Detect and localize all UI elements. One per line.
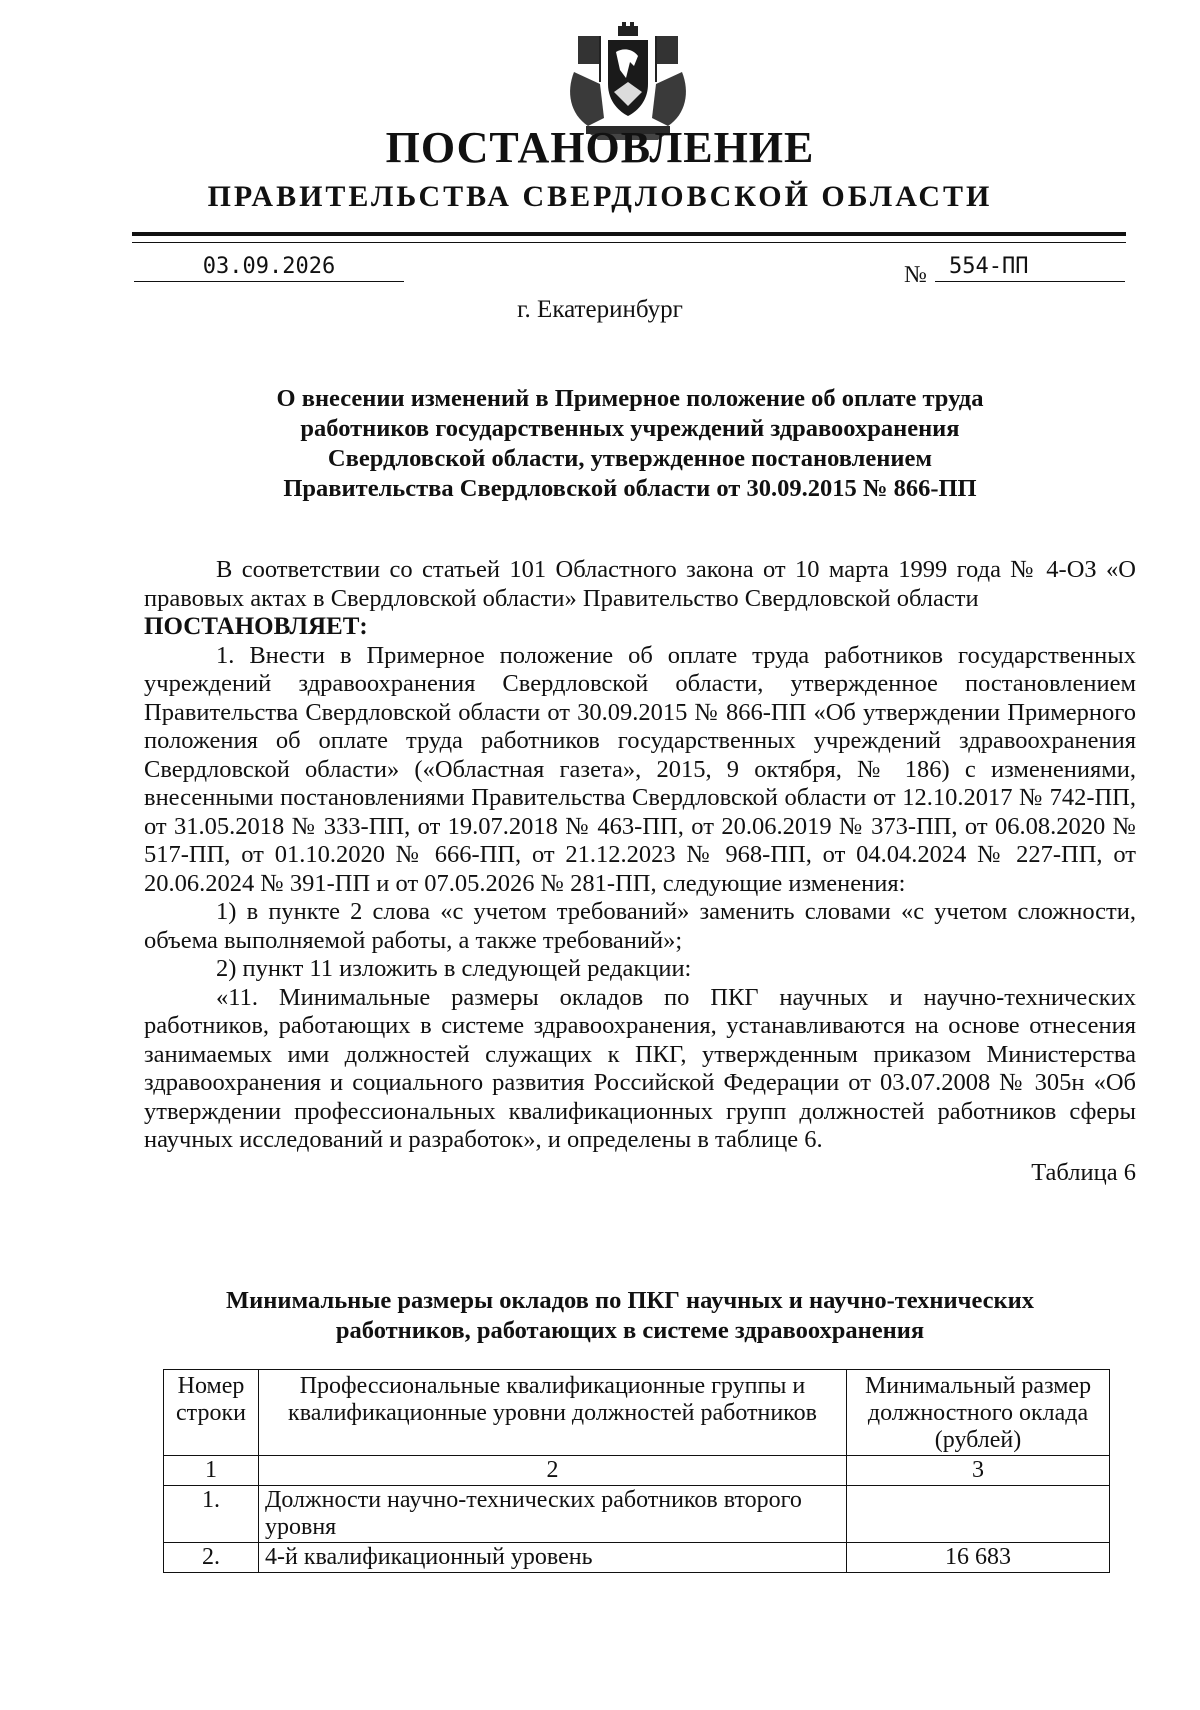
number-sign: № (904, 262, 927, 288)
header-rule-thick (132, 232, 1126, 236)
preamble-paragraph: В соответствии со статьей 101 Областного закона от 10 марта 1999 года № 4-ОЗ «О правовых актах в Свердловской области» Правительство Свердловской области (144, 556, 1136, 612)
salary-cell (847, 1486, 1110, 1543)
column-number: 2 (259, 1456, 847, 1486)
column-number: 1 (164, 1456, 259, 1486)
title-line: работников государственных учреждений здравоохранения (300, 415, 960, 442)
subitem-1-paragraph: 1) в пункте 2 слова «с учетом требований» заменить словами «с учетом сложности, объема выполняемой работы, а также требований»; (144, 898, 1136, 954)
header-row-number: Номер строки (164, 1370, 259, 1456)
item-1-paragraph: 1. Внести в Примерное положение об оплате труда работников государственных учреждений здравоохранения Свердловской области, утвержденное постановлением Правительства Свердловской области от 30.09.2015 № 866-ПП «Об утверждении Примерного положения об оплате труда работников государственных учреждений здравоохранения Свердловской области» («Областная газета», 2015, 9 октября, № 186) с изменениями, внесенными постановлениями Правительства Свердловской области от 12.10.2017 № 742-ПП, от 31.05.2018 № 333-ПП, от 19.07.2018 № 463-ПП, от 20.06.2019 № 373-ПП, от 06.08.2020 № 517-ПП, от 01.10.2020 № 666-ПП, от 21.12.2023 № 968-ПП, от 04.04.2024 № 227-ПП, от 20.06.2024 № 391-ПП и от 07.05.2026 № 281-ПП, следующие изменения: (144, 641, 1136, 897)
table-header-row (164, 1370, 1110, 1456)
row-number-cell: 2. (164, 1543, 259, 1573)
salary-cell: 16 683 (847, 1543, 1110, 1573)
header-qualification-group: Профессиональные квалификационные группы и квалификационные уровни должностей работников (259, 1370, 847, 1456)
title-line: О внесении изменений в Примерное положение об оплате труда (276, 385, 984, 412)
place-of-issue: г. Екатеринбург (517, 296, 683, 323)
document-title (230, 384, 1030, 504)
document-body (144, 556, 1136, 1187)
document-date: 03.09.2026 (134, 254, 404, 282)
qualification-cell: Должности научно-технических работников второго уровня (259, 1486, 847, 1543)
document-number: 554-ПП (935, 254, 1125, 282)
issuing-authority: ПРАВИТЕЛЬСТВА СВЕРДЛОВСКОЙ ОБЛАСТИ (207, 180, 993, 213)
table-column-number-row (164, 1456, 1110, 1486)
qualification-cell: 4-й квалификационный уровень (259, 1543, 847, 1573)
table-title-line: работников, работающих в системе здравоохранения (335, 1317, 925, 1344)
quoted-clause-paragraph: «11. Минимальные размеры окладов по ПКГ научных и научно-технических работников, работающих в системе здравоохранения, устанавливаются на основе отнесения занимаемых ими должностей служащих к ПКГ, утвержденным приказом Министерства здравоохранения и социального развития Российской Федерации от 03.07.2008 № 305н «Об утверждении профессиональных квалификационных групп должностей работников сферы научных исследований и разработок», и определены в таблице 6. (144, 983, 1136, 1153)
document-type: ПОСТАНОВЛЕНИЕ (385, 123, 815, 172)
table-title-line: Минимальные размеры окладов по ПКГ научных и научно-технических (225, 1287, 1034, 1314)
title-line: Правительства Свердловской области от 30.09.2015 № 866-ПП (283, 475, 977, 502)
resolves-heading: ПОСТАНОВЛЯЕТ: (144, 613, 368, 640)
table-row (164, 1486, 1110, 1543)
header-min-salary: Минимальный размер должностного оклада (рублей) (847, 1370, 1110, 1456)
header-rule-thin (132, 242, 1126, 243)
table-row (164, 1543, 1110, 1573)
column-number: 3 (847, 1456, 1110, 1486)
table-title (200, 1286, 1060, 1346)
row-number-cell: 1. (164, 1486, 259, 1543)
salary-table (163, 1369, 1110, 1573)
title-line: Свердловской области, утвержденное постановлением (327, 445, 933, 472)
subitem-2-paragraph: 2) пункт 11 изложить в следующей редакции: (216, 955, 692, 982)
table-label: Таблица 6 (1031, 1158, 1136, 1186)
